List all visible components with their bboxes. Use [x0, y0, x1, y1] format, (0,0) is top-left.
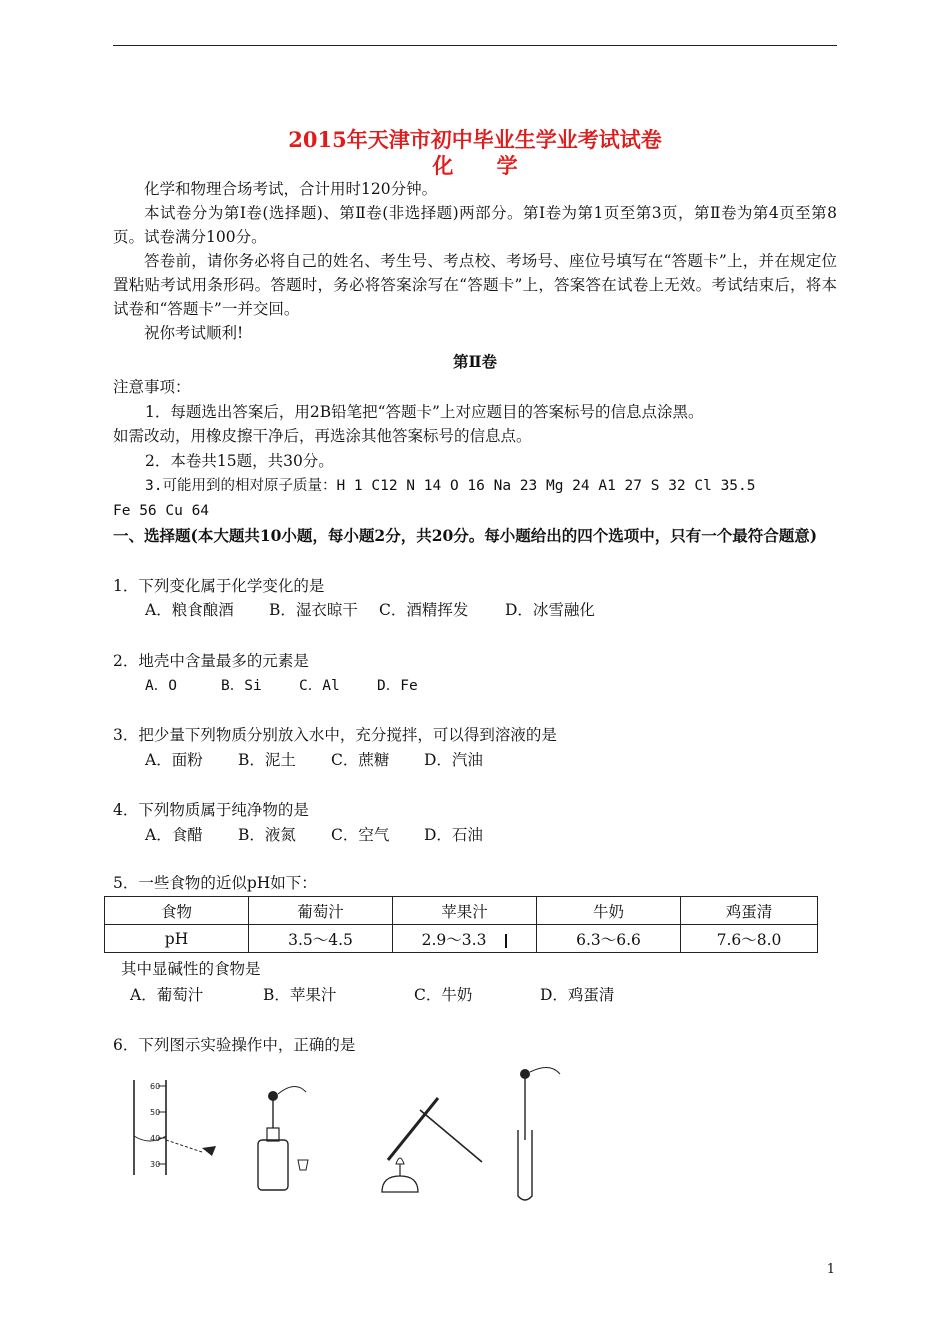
question-stem: 5．一些食物的近似pH如下： [113, 874, 317, 892]
figure-b-dropper-bottle [258, 1086, 308, 1190]
question-options [145, 600, 595, 620]
note-3b: Fe 56 Cu 64 [113, 503, 210, 519]
table-row [105, 925, 818, 953]
question-options [145, 750, 483, 770]
exam-title: 2015年天津市初中毕业生学业考试试卷 [288, 127, 662, 152]
table-cell: 3.5～4.5 [249, 925, 393, 953]
experiment-figures [120, 1060, 720, 1210]
option: B．湿衣晾干 [269, 601, 358, 619]
table-header-cell: 葡萄汁 [249, 897, 393, 925]
tick-label: 50 [150, 1108, 161, 1117]
question-options [145, 676, 418, 696]
option: B．Si [221, 678, 262, 694]
option: A．食醋 [145, 826, 203, 844]
table-header-row [105, 897, 818, 925]
question-options [130, 985, 614, 1005]
question-stem: 3．把少量下列物质分别放入水中，充分搅拌，可以得到溶液的是 [113, 726, 557, 744]
question-stem: 1．下列变化属于化学变化的是 [113, 577, 325, 595]
option: C．空气 [331, 826, 390, 844]
option: C．牛奶 [414, 986, 473, 1004]
table-cell: 7.6～8.0 [681, 925, 818, 953]
option: A．葡萄汁 [130, 986, 204, 1004]
option: D．汽油 [424, 751, 483, 769]
option: C．蔗糖 [331, 751, 390, 769]
figure-a-graduated-cylinder [134, 1080, 216, 1175]
part1-heading: 一、选择题(本大题共10小题，每小题2分，共20分。每小题给出的四个选项中，只有一个最符合题意) [113, 526, 818, 545]
table-header-cell: 牛奶 [537, 897, 681, 925]
question-stem: 4．下列物质属于纯净物的是 [113, 801, 309, 819]
note-1a: 1．每题选出答案后，用2B铅笔把“答题卡”上对应题目的答案标号的信息点涂黑。 [145, 403, 704, 421]
ph-table [104, 896, 818, 953]
figure-d-test-tube [518, 1067, 560, 1200]
note-3a: 3.可能用到的相对原子质量：H 1 C12 N 14 O 16 Na 23 Mg 24 A1 27 S 32 Cl 35.5 [145, 478, 756, 494]
option: C．酒精挥发 [379, 601, 469, 619]
option: D．石油 [424, 826, 483, 844]
question-stem: 6．下列图示实验操作中，正确的是 [113, 1036, 356, 1054]
table-header-cell: 苹果汁 [393, 897, 537, 925]
experiment-figures-svg [120, 1060, 720, 1210]
question-stem: 2．地壳中含量最多的元素是 [113, 652, 309, 670]
section-title: 第Ⅱ卷 [452, 352, 498, 371]
top-rule [113, 45, 837, 46]
table-cell-text: 2.9～3.3 [421, 930, 487, 949]
note-1b: 如需改动，用橡皮擦干净后，再选涂其他答案标号的信息点。 [113, 427, 532, 445]
option: C．Al [299, 678, 340, 694]
tick-label: 40 [150, 1134, 161, 1143]
option: A．面粉 [145, 751, 203, 769]
intro-p1: 化学和物理合场考试，合计用时120分钟。 [144, 180, 438, 198]
table-cell: pH [105, 925, 249, 953]
question-options [145, 825, 483, 845]
tick-label: 30 [150, 1160, 161, 1169]
option: B．泥土 [238, 751, 296, 769]
option: B．液氮 [238, 826, 296, 844]
tick-label: 60 [150, 1082, 161, 1091]
subject-title: 化 学 [432, 153, 536, 178]
eye-icon [202, 1146, 216, 1156]
figure-c-heating-tube [382, 1098, 482, 1192]
note-2: 2．本卷共15题，共30分。 [145, 452, 334, 470]
table-cell [393, 925, 537, 953]
option: D．Fe [377, 678, 418, 694]
table-header-cell: 鸡蛋清 [681, 897, 818, 925]
table-header-cell: 食物 [105, 897, 249, 925]
intro-p2: 本试卷分为第Ⅰ卷(选择题)、第Ⅱ卷(非选择题)两部分。第Ⅰ卷为第1页至第3页，第Ⅱ卷为第4页至第8页。试卷满分100分。 [113, 204, 837, 246]
table-cell: 6.3～6.6 [537, 925, 681, 953]
q5-subquestion: 其中显碱性的食物是 [121, 960, 261, 978]
option: A．O [145, 678, 177, 694]
option: D．冰雪融化 [505, 601, 595, 619]
intro-p3: 答卷前，请你务必将自己的姓名、考生号、考点校、考场号、座位号填写在“答题卡”上，并在规定位置粘贴考试用条形码。答题时，务必将答案涂写在“答题卡”上，答案答在试卷上无效。考试结束后，将本试卷和“答题卡”一并交回。 [113, 252, 837, 318]
notes-label: 注意事项： [113, 378, 191, 396]
option: D．鸡蛋清 [540, 986, 615, 1004]
option: B．苹果汁 [263, 986, 337, 1004]
text-cursor-mark [505, 934, 507, 948]
intro-p4: 祝你考试顺利! [144, 324, 244, 342]
intro-block [113, 177, 837, 345]
option: A．粮食酿酒 [145, 601, 234, 619]
page-number: 1 [826, 1262, 835, 1277]
